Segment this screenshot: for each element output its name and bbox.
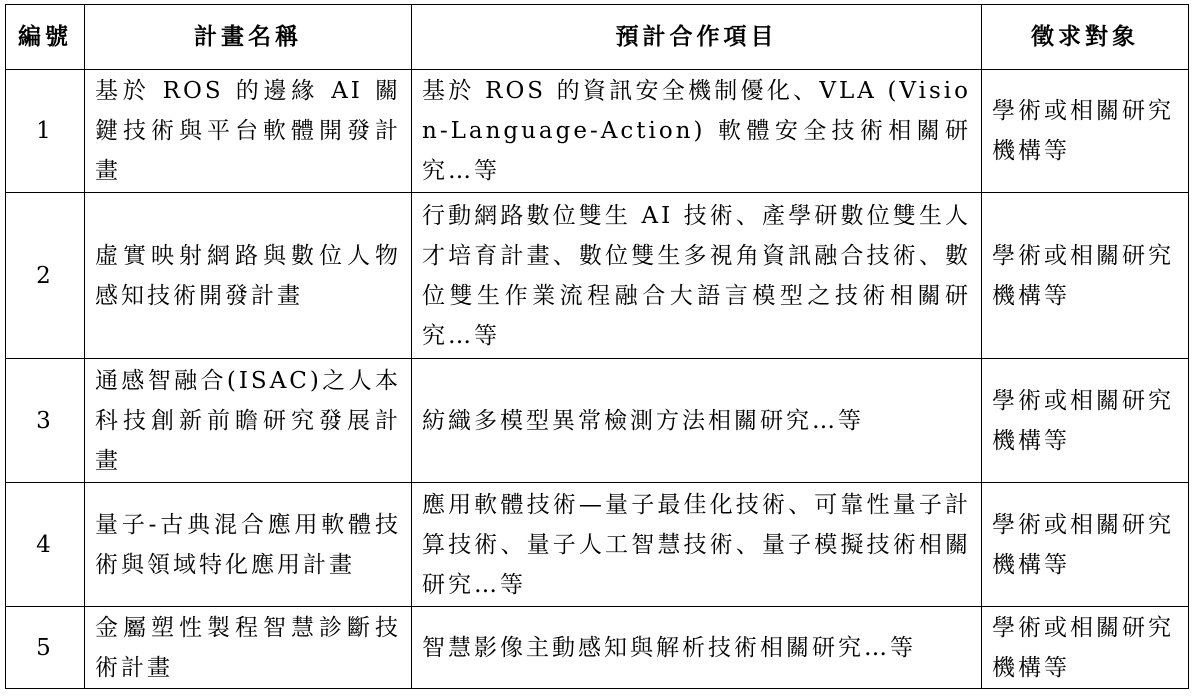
row-number: 3 [6, 359, 85, 483]
project-name-cell: 虛實映射網路與數位人物感知技術開發計畫 [85, 193, 412, 359]
project-name-cell: 基於 ROS 的邊緣 AI 關鍵技術與平台軟體開發計畫 [85, 70, 412, 193]
cooperation-projects-table [5, 4, 1189, 689]
header-number: 編號 [6, 5, 85, 70]
header-row [6, 5, 1189, 70]
project-name-cell: 量子-古典混合應用軟體技術與領域特化應用計畫 [85, 483, 412, 607]
header-cooperation-items: 預計合作項目 [412, 5, 982, 70]
target-cell: 學術或相關研究機構等 [982, 607, 1189, 689]
cooperation-items-cell: 紡織多模型異常檢測方法相關研究…等 [412, 359, 982, 483]
cooperation-items-cell: 基於 ROS 的資訊安全機制優化、VLA (Vision-Language-Action) 軟體安全技術相關研究…等 [412, 70, 982, 193]
table-header [6, 5, 1189, 70]
table-body [6, 70, 1189, 689]
target-cell: 學術或相關研究機構等 [982, 193, 1189, 359]
cooperation-items-cell: 智慧影像主動感知與解析技術相關研究…等 [412, 607, 982, 689]
project-name-cell: 通感智融合(ISAC)之人本科技創新前瞻研究發展計畫 [85, 359, 412, 483]
table-row [6, 70, 1189, 193]
target-cell: 學術或相關研究機構等 [982, 359, 1189, 483]
target-cell: 學術或相關研究機構等 [982, 483, 1189, 607]
row-number: 4 [6, 483, 85, 607]
table-row [6, 359, 1189, 483]
project-name-cell: 金屬塑性製程智慧診斷技術計畫 [85, 607, 412, 689]
table-row [6, 483, 1189, 607]
table-row [6, 607, 1189, 689]
header-project-name: 計畫名稱 [85, 5, 412, 70]
cooperation-items-cell: 行動網路數位雙生 AI 技術、產學研數位雙生人才培育計畫、數位雙生多視角資訊融合技術、數位雙生作業流程融合大語言模型之技術相關研究…等 [412, 193, 982, 359]
target-cell: 學術或相關研究機構等 [982, 70, 1189, 193]
row-number: 1 [6, 70, 85, 193]
table-row [6, 193, 1189, 359]
row-number: 2 [6, 193, 85, 359]
cooperation-items-cell: 應用軟體技術—量子最佳化技術、可靠性量子計算技術、量子人工智慧技術、量子模擬技術相關研究…等 [412, 483, 982, 607]
header-target: 徵求對象 [982, 5, 1189, 70]
row-number: 5 [6, 607, 85, 689]
